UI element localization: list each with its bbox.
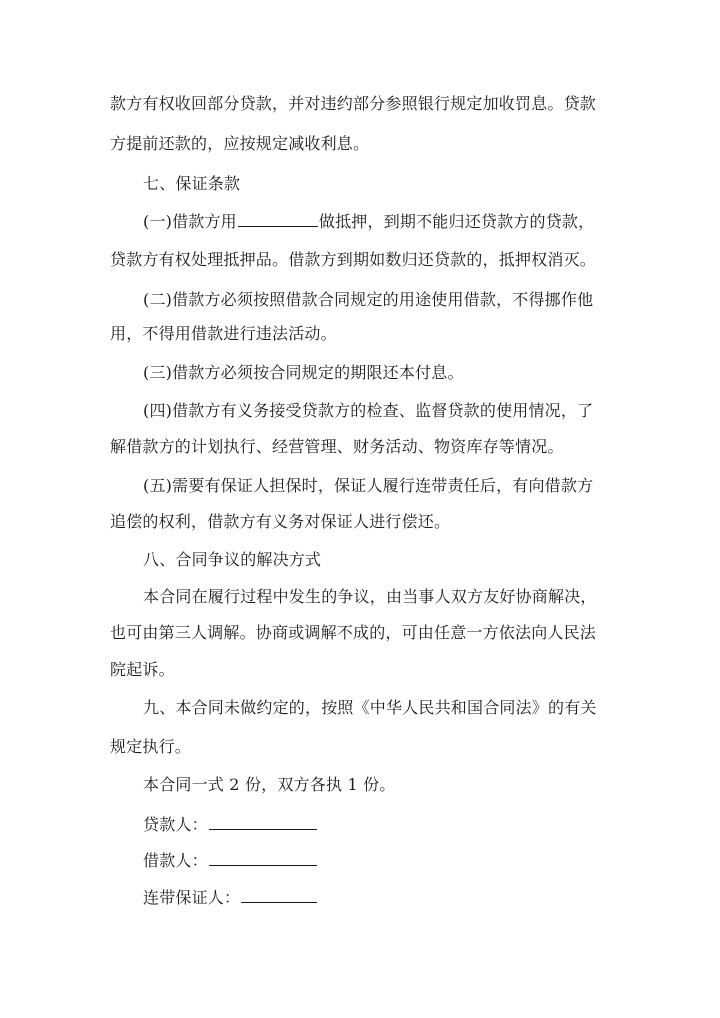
borrower-blank-field[interactable] — [209, 851, 317, 866]
clause-7-5-line: (五)需要有保证人担保时，保证人履行连带责任后，有向借款方 — [143, 476, 594, 495]
paragraph-line: 款方有权收回部分贷款，并对违约部分参照银行规定加收罚息。贷款 — [110, 94, 597, 113]
section-heading-7: 七、保证条款 — [143, 174, 241, 193]
paragraph-line: 院起诉。 — [110, 660, 175, 679]
clause-7-3-line: (三)借款方必须按合同规定的期限还本付息。 — [143, 363, 464, 382]
clause-7-1-line — [143, 212, 615, 232]
clause-text: 做抵押，到期不能归还贷款方的贷款， — [318, 212, 595, 231]
guarantor-signature-line — [143, 888, 615, 908]
paragraph-line: 方提前还款的，应按规定减收利息。 — [110, 134, 370, 153]
collateral-blank-field[interactable] — [238, 212, 318, 227]
paragraph-line: 解借款方的计划执行、经营管理、财务活动、物资库存等情况。 — [110, 437, 564, 456]
guarantor-label: 连带保证人： — [143, 888, 241, 907]
lender-label: 贷款人： — [143, 815, 208, 834]
paragraph-line: 也可由第三人调解。协商或调解不成的，可由任意一方依法向人民法 — [110, 623, 597, 642]
section-heading-9: 九、本合同未做约定的，按照《中华人民共和国合同法》的有关 — [143, 698, 597, 717]
paragraph-line: 用，不得用借款进行违法活动。 — [110, 324, 337, 343]
guarantor-blank-field[interactable] — [241, 888, 317, 903]
copies-statement: 本合同一式 2 份，双方各执 1 份。 — [143, 775, 396, 794]
clause-7-4-line: (四)借款方有义务接受贷款方的检查、监督贷款的使用情况，了 — [143, 401, 594, 420]
paragraph-line: 本合同在履行过程中发生的争议，由当事人双方友好协商解决， — [143, 587, 597, 606]
paragraph-line: 规定执行。 — [110, 737, 192, 756]
lender-blank-field[interactable] — [209, 815, 317, 830]
borrower-signature-line — [143, 851, 615, 871]
paragraph-line: 贷款方有权处理抵押品。借款方到期如数归还贷款的，抵押权消灭。 — [110, 250, 597, 269]
clause-text: (一)借款方用 — [143, 212, 237, 231]
section-heading-8: 八、合同争议的解决方式 — [143, 550, 322, 569]
borrower-label: 借款人： — [143, 851, 208, 870]
clause-7-2-line: (二)借款方必须按照借款合同规定的用途使用借款，不得挪作他 — [143, 290, 594, 309]
paragraph-line: 追偿的权利，借款方有义务对保证人进行偿还。 — [110, 512, 451, 531]
lender-signature-line — [143, 815, 615, 835]
